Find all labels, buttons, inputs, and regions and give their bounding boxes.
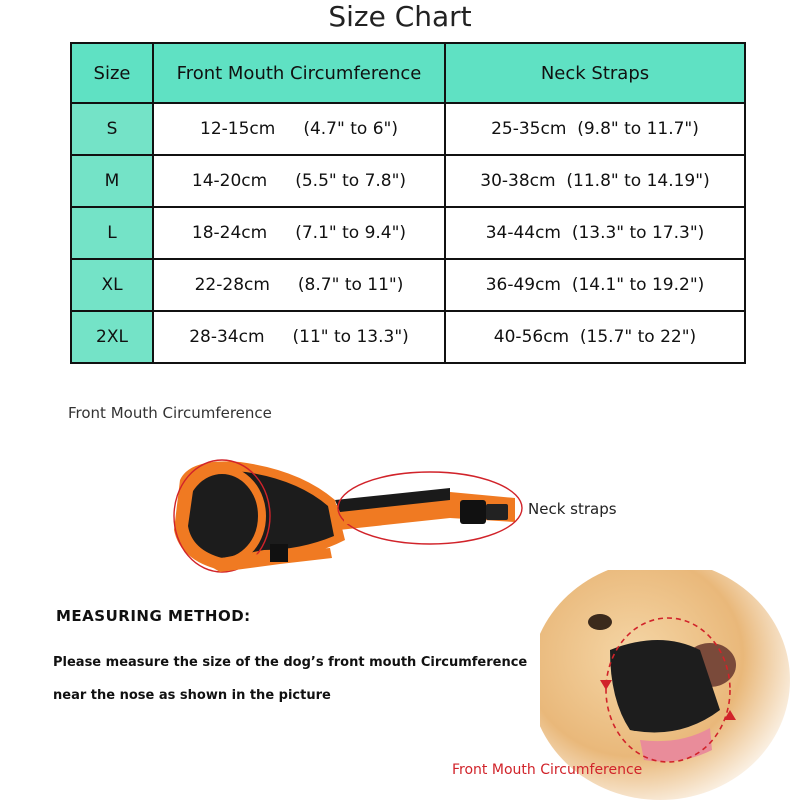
- size-cell: M: [71, 155, 153, 207]
- neck-cell: [445, 103, 745, 155]
- neck-straps-label: Neck straps: [528, 500, 617, 518]
- table-row: [71, 207, 745, 259]
- mouth-cell: [153, 155, 445, 207]
- front-mouth-label: Front Mouth Circumference: [68, 404, 272, 422]
- size-cell: 2XL: [71, 311, 153, 363]
- mouth-cm: 12-15cm: [200, 119, 276, 139]
- table-row: [71, 311, 745, 363]
- size-table: [70, 42, 746, 364]
- mouth-cm: 18-24cm: [191, 223, 268, 243]
- neck-cell: [445, 259, 745, 311]
- buckle-icon: [460, 500, 486, 524]
- neck-cell: [445, 311, 745, 363]
- size-cell: S: [71, 103, 153, 155]
- photo-front-mouth-label: Front Mouth Circumference: [452, 762, 643, 778]
- header-front-mouth: Front Mouth Circumference: [153, 43, 445, 103]
- mouth-in: (7.1" to 9.4"): [295, 223, 407, 243]
- table-row: [71, 155, 745, 207]
- neck-in: (13.3" to 17.3"): [571, 223, 705, 243]
- mouth-in: (8.7" to 11"): [297, 275, 404, 295]
- dog-eye-icon: [588, 614, 612, 630]
- table-header-row: [71, 43, 745, 103]
- measuring-method-title: MEASURING METHOD:: [56, 607, 251, 625]
- mouth-cell: [153, 103, 445, 155]
- mouth-in: (5.5" to 7.8"): [295, 171, 407, 191]
- mouth-in: (4.7" to 6"): [303, 119, 398, 139]
- neck-in: (11.8" to 14.19"): [566, 171, 710, 191]
- mouth-cm: 28-34cm: [189, 327, 265, 347]
- header-size: Size: [71, 43, 153, 103]
- size-cell: XL: [71, 259, 153, 311]
- header-neck-straps: Neck Straps: [445, 43, 745, 103]
- table-row: [71, 103, 745, 155]
- size-chart-title: Size Chart: [328, 0, 472, 33]
- clip-icon: [270, 544, 288, 562]
- mouth-cell: [153, 311, 445, 363]
- neck-cm: 30-38cm: [480, 171, 556, 191]
- muzzle-product-image: [160, 440, 540, 590]
- neck-cm: 34-44cm: [485, 223, 561, 243]
- neck-in: (14.1" to 19.2"): [571, 275, 705, 295]
- measuring-instruction-line: Please measure the size of the dog’s front mouth Circumference: [53, 655, 528, 670]
- logo-patch: [344, 512, 370, 524]
- neck-in: (15.7" to 22"): [579, 327, 697, 347]
- neck-cm: 40-56cm: [493, 327, 570, 347]
- measuring-instruction-line: near the nose as shown in the picture: [53, 688, 331, 703]
- buckle-tip-icon: [486, 504, 508, 520]
- neck-cm: 36-49cm: [485, 275, 561, 295]
- mouth-cell: [153, 207, 445, 259]
- mouth-cm: 14-20cm: [191, 171, 268, 191]
- neck-in: (9.8" to 11.7"): [577, 119, 699, 139]
- table-row: [71, 259, 745, 311]
- neck-cell: [445, 155, 745, 207]
- neck-cm: 25-35cm: [491, 119, 567, 139]
- size-cell: L: [71, 207, 153, 259]
- mouth-cm: 22-28cm: [194, 275, 270, 295]
- neck-cell: [445, 207, 745, 259]
- mouth-in: (11" to 13.3"): [292, 327, 409, 347]
- mouth-cell: [153, 259, 445, 311]
